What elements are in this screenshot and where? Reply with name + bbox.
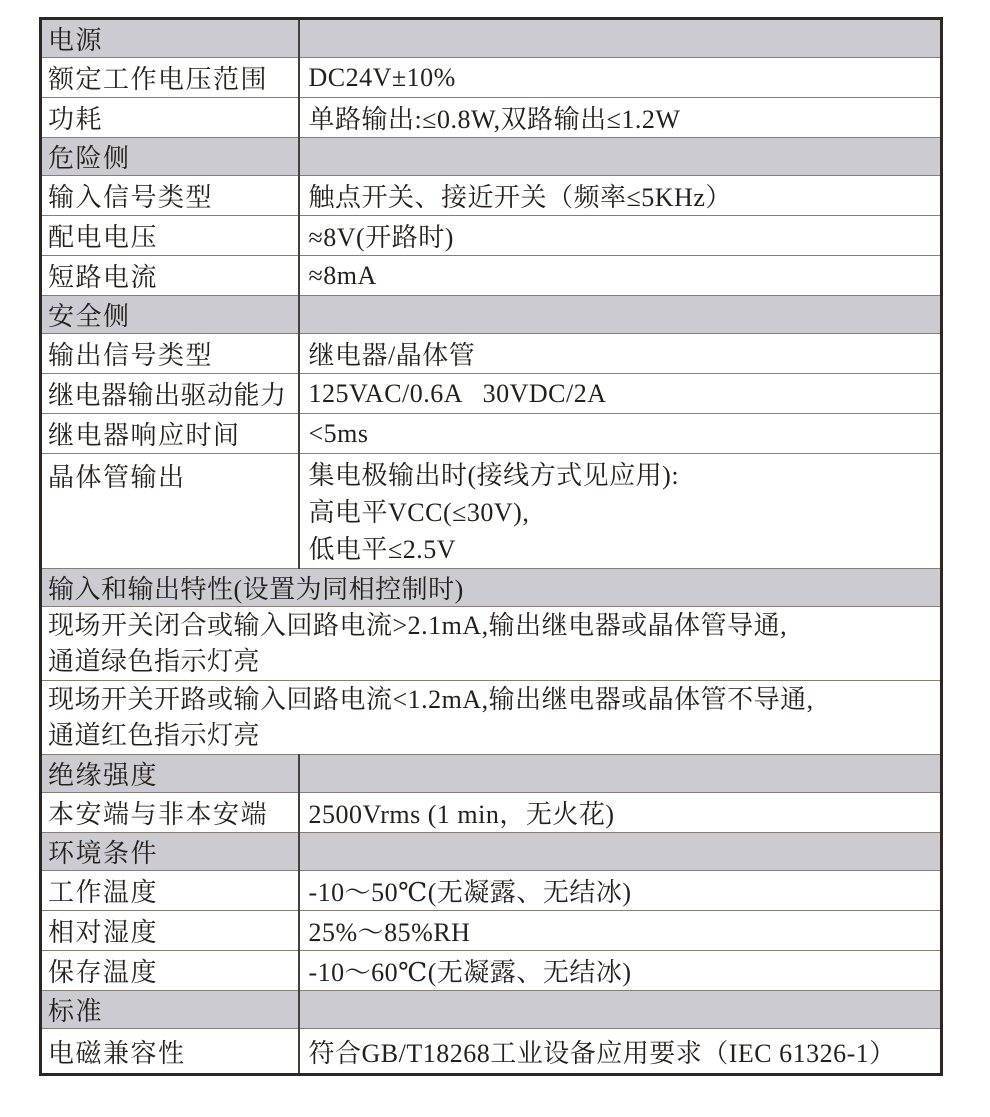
- section-label: 环境条件: [41, 833, 299, 871]
- table-row: [41, 833, 942, 871]
- spec-key: 输入信号类型: [41, 176, 299, 216]
- section-spacer: [299, 138, 942, 176]
- spec-note: [41, 607, 942, 681]
- table-row: [41, 138, 942, 176]
- spec-key: 电磁兼容性: [41, 1029, 299, 1075]
- table-row: [41, 569, 942, 607]
- spec-key: 继电器输出驱动能力: [41, 374, 299, 414]
- table-row: [41, 793, 942, 833]
- table-row: [41, 296, 942, 334]
- section-label: 绝缘强度: [41, 755, 299, 793]
- spec-note-line: 通道红色指示灯亮: [48, 720, 261, 750]
- table-row: [41, 176, 942, 216]
- spec-value: 单路输出:≤0.8W,双路输出≤1.2W: [299, 98, 942, 138]
- spec-value: 125VAC/0.6A 30VDC/2A: [299, 374, 942, 414]
- table-row: [41, 1029, 942, 1075]
- spec-value: -10～60℃(无凝露、无结冰): [299, 951, 942, 991]
- section-spacer: [299, 991, 942, 1029]
- spec-note-line: 现场开关闭合或输入回路电流>2.1mA,输出继电器或晶体管导通,: [48, 610, 788, 640]
- table-row: [41, 374, 942, 414]
- spec-value-line: 低电平≤2.5V: [308, 535, 457, 564]
- table-row: [41, 755, 942, 793]
- section-spacer: [299, 19, 942, 58]
- table-row: [41, 871, 942, 911]
- spec-key: 相对湿度: [41, 911, 299, 951]
- spec-key: 晶体管输出: [41, 454, 299, 569]
- spec-value: 继电器/晶体管: [299, 334, 942, 374]
- section-label: 输入和输出特性(设置为同相控制时): [41, 569, 942, 607]
- spec-key: 保存温度: [41, 951, 299, 991]
- section-label: 标准: [41, 991, 299, 1029]
- table-row: [41, 991, 942, 1029]
- spec-key: 本安端与非本安端: [41, 793, 299, 833]
- table-row: [41, 911, 942, 951]
- spec-value: ≈8mA: [299, 256, 942, 296]
- table-row: [41, 607, 942, 681]
- spec-value: 符合GB/T18268工业设备应用要求（IEC 61326-1）: [308, 1038, 896, 1068]
- spec-note: [41, 681, 942, 755]
- section-spacer: [299, 296, 942, 334]
- spec-key: 配电电压: [41, 216, 299, 256]
- table-row: [41, 58, 942, 98]
- spec-value: 2500Vrms (1 min，无火花): [299, 793, 942, 833]
- spec-key: 短路电流: [41, 256, 299, 296]
- section-spacer: [299, 755, 942, 793]
- spec-value: [299, 454, 942, 569]
- table-row: [41, 414, 942, 454]
- spec-value: 触点开关、接近开关（频率≤5KHz）: [299, 176, 942, 216]
- spec-note-line: 现场开关开路或输入回路电流<1.2mA,输出继电器或晶体管不导通,: [48, 684, 814, 714]
- spec-value: ≈8V(开路时): [299, 216, 942, 256]
- spec-value: -10～50℃(无凝露、无结冰): [299, 871, 942, 911]
- spec-value-line: 集电极输出时(接线方式见应用):: [308, 461, 680, 490]
- spec-value: DC24V±10%: [299, 58, 942, 98]
- table-row: [41, 19, 942, 58]
- spec-key: 额定工作电压范围: [41, 58, 299, 98]
- spec-key: 输出信号类型: [41, 334, 299, 374]
- section-label: 安全侧: [41, 296, 299, 334]
- spec-key: 工作温度: [41, 871, 299, 911]
- table-row: [41, 681, 942, 755]
- spec-table: [39, 17, 943, 1076]
- section-spacer: [299, 833, 942, 871]
- spec-value-line: 高电平VCC(≤30V),: [308, 498, 530, 527]
- table-row: [41, 454, 942, 569]
- spec-value: 25%～85%RH: [299, 911, 942, 951]
- table-row: [41, 951, 942, 991]
- spec-note-line: 通道绿色指示灯亮: [48, 646, 261, 676]
- spec-key: 继电器响应时间: [41, 414, 299, 454]
- table-row: [41, 98, 942, 138]
- spec-key: 功耗: [41, 98, 299, 138]
- spec-value: <5ms: [299, 414, 942, 454]
- table-row: [41, 334, 942, 374]
- section-label: 危险侧: [41, 138, 299, 176]
- table-row: [41, 216, 942, 256]
- section-label: 电源: [41, 19, 299, 58]
- table-row: [41, 256, 942, 296]
